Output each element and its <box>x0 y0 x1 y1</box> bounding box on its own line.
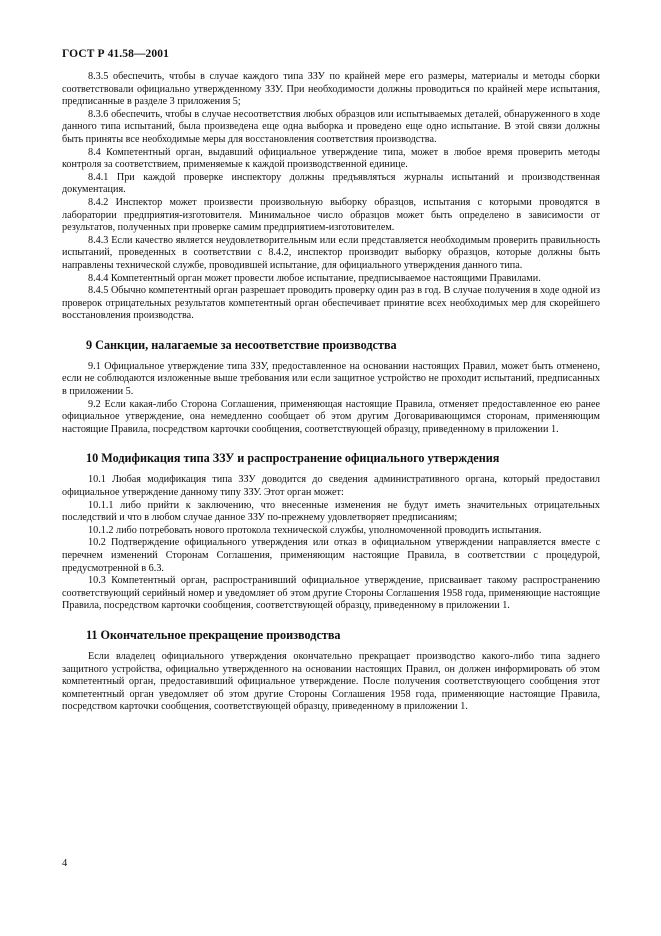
clause-8-4-3: 8.4.3 Если качество является неудовлетворительным или если представляется необходимым проверить правильность испытаний, проведенных в соответствии с 8.4.2, инспектор производит выборку образцов, которые должны быть направлены технической службе, проводившей испытание, для официального утверждения данного типа. <box>62 234 600 271</box>
section-11-heading: 11 Окончательное прекращение производства <box>86 627 341 642</box>
section-10-body <box>62 474 600 613</box>
document-header: ГОСТ Р 41.58—2001 <box>62 48 169 60</box>
clause-8-4: 8.4 Компетентный орган, выдавший официальное утверждение типа, может в любое время проверить методы контроля за соответствием, применяемые к каждой производственной единице. <box>62 146 600 171</box>
clause-10-1: 10.1 Любая модификация типа ЗЗУ доводится до сведения административного органа, который предоставил официальное утверждение данному типу ЗЗУ. Этот орган может: <box>62 474 600 499</box>
section-9-heading: 9 Санкции, налагаемые за несоответствие производства <box>86 337 397 352</box>
clause-8-4-2: 8.4.2 Инспектор может произвести произвольную выборку образцов, испытания с которыми проводятся в лаборатории предприятия-изготовителя. Минимальное число образцов может быть определено в зависимости от результатов, полученных при проверке самим предприятием-изготовителем. <box>62 196 600 234</box>
clause-8-3-6: 8.3.6 обеспечить, чтобы в случае несоответствия любых образцов или испытываемых деталей, обнаруженного в ходе данного типа испытаний, была произведена еще одна выборка и проведено еще одно испытание. В этой связи должны быть приняты все необходимые меры для восстановления соответствия производства. <box>62 108 600 145</box>
clause-8-4-5: 8.4.5 Обычно компетентный орган разрешает проводить проверку один раз в год. В случае получения в ходе одной из проверок отрицательных результатов компетентный орган обеспечивает принятие всех необходимых мер для скорейшего восстановления производства. <box>62 285 600 322</box>
clause-block-8 <box>62 71 600 323</box>
document-page <box>62 48 600 714</box>
clause-8-4-4: 8.4.4 Компетентный орган может провести любое испытание, предписываемое настоящими Правилами. <box>88 272 541 284</box>
clause-11-text: Если владелец официального утверждения окончательно прекращает производство какого-либо типа заднего защитного устройства, официально утвержденного на основании настоящих Правил, он должен информировать об этом компетентный орган, предоставивший официальное утверждение. После получения соответствующего сообщения этот компетентный орган уведомляет об этом другие Стороны Соглашения 1958 года, применяющие настоящие Правила, посредством карточки сообщения, соответствующей образцу, приведенному в приложении 1. <box>62 650 600 713</box>
clause-10-3: 10.3 Компетентный орган, распространивший официальное утверждение, присваивает такому распространению соответствующий серийный номер и уведомляет об этом другие Стороны Соглашения 1958 года, применяющие настоящие Правила, посредством карточки сообщения, соответствующей образцу, приведенному в приложении 1. <box>62 575 600 612</box>
section-10-heading: 10 Модификация типа ЗЗУ и распространение официального утверждения <box>86 451 500 466</box>
clause-10-2: 10.2 Подтверждение официального утверждения или отказ в официальном утверждении направляется вместе с перечнем изменений Сторонам Соглашения, применяющим настоящие Правила, в соответствии с процедурой, предусмотренной в 6.3. <box>62 537 600 574</box>
clause-9-2: 9.2 Если какая-либо Сторона Соглашения, применяющая настоящие Правила, отменяет предоставленное ею ранее официальное утверждение, она немедленно сообщает об этом другим Договаривающимся сторонам, применяющим настоящие Правила, посредством карточки сообщения, соответствующей образцу, приведенному в приложении 1. <box>62 398 600 435</box>
clause-8-3-5: 8.3.5 обеспечить, чтобы в случае каждого типа ЗЗУ по крайней мере его размеры, материалы и методы сборки соответствовали официально утвержденному ЗЗУ. При необходимости должны проводиться по крайней мере испытания, предписанные в разделе 3 приложения 5; <box>62 71 600 108</box>
section-9-body <box>62 361 600 437</box>
clause-10-1-2: 10.1.2 либо потребовать нового протокола технической службы, уполномоченной проводить испытания. <box>88 524 542 536</box>
page-number: 4 <box>62 858 68 869</box>
clause-8-4-1: 8.4.1 При каждой проверке инспектору должны предъявляться журналы испытаний и производственная документация. <box>62 171 600 196</box>
clause-10-1-1: 10.1.1 либо прийти к заключению, что внесенные изменения не будут иметь значительных отрицательных последствий и что в любом случае данное ЗЗУ по-прежнему удовлетворяет предписаниям; <box>62 499 600 524</box>
clause-9-1: 9.1 Официальное утверждение типа ЗЗУ, предоставленное на основании настоящих Правил, может быть отменено, если не соблюдаются изложенные выше требования или если защитное устройство не проходит испытаний, предписанных в приложении 5. <box>62 360 600 398</box>
section-11-body <box>62 651 600 714</box>
